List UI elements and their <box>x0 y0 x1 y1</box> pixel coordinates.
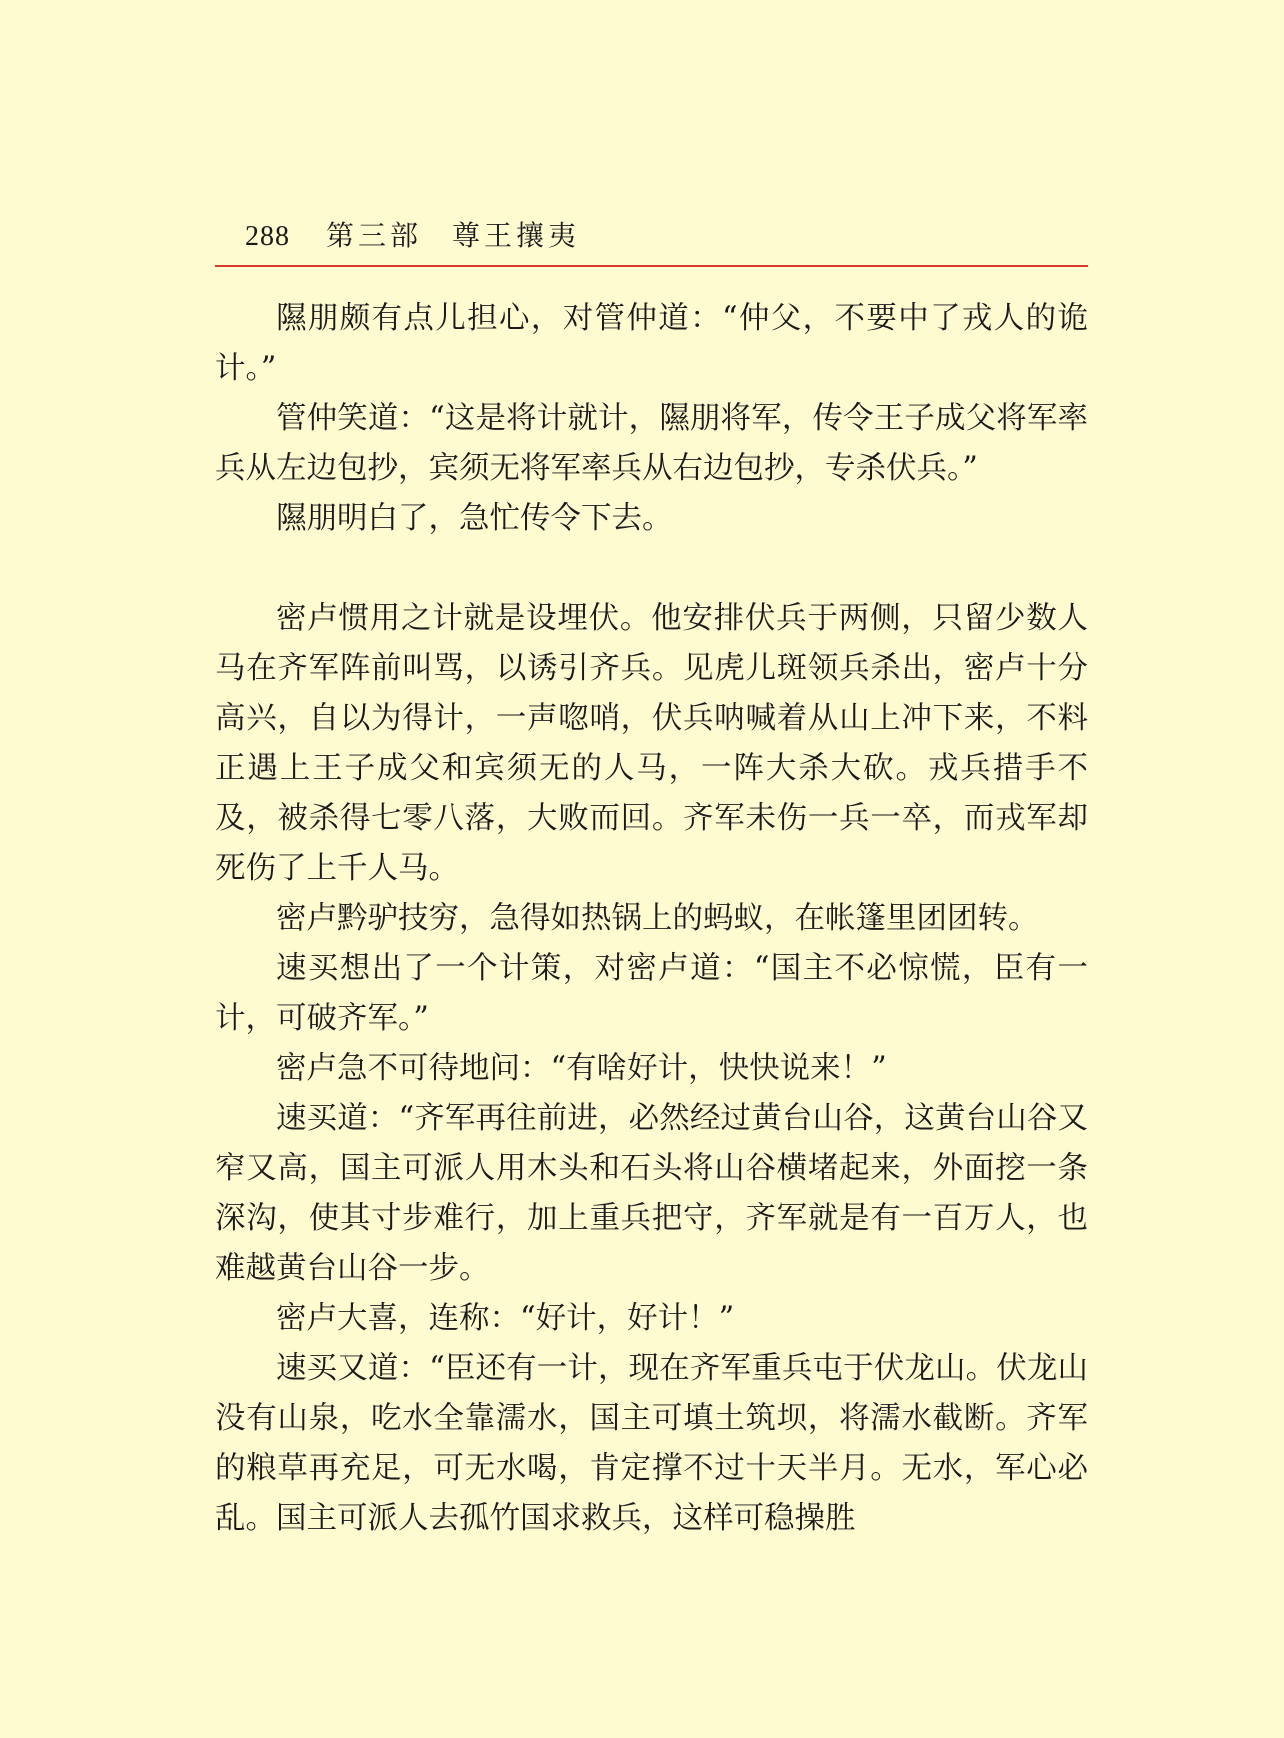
paragraph: 隰朋颇有点儿担心，对管仲道：“仲父，不要中了戎人的诡计。” <box>215 301 1088 386</box>
header-rule <box>215 265 1088 267</box>
part-label: 第三部 <box>326 219 423 252</box>
paragraph: 管仲笑道：“这是将计就计，隰朋将军，传令王子成父将军率兵从左边包抄，宾须无将军率兵从右边包抄，专杀伏兵。” <box>215 401 1088 486</box>
paragraph: 密卢大喜，连称：“好计，好计！” <box>276 1301 735 1336</box>
part-title: 尊王攘夷 <box>452 219 581 252</box>
paragraph: 密卢惯用之计就是设埋伏。他安排伏兵于两侧，只留少数人马在齐军阵前叫骂，以诱引齐兵。见虎儿斑领兵杀出，密卢十分高兴，自以为得计，一声唿哨，伏兵呐喊着从山上冲下来，不料正遇上王子成父和宾须无的人马，一阵大杀大砍。戎兵措手不及，被杀得七零八落，大败而回。齐军未伤一兵一卒，而戎军却死伤了上千人马。 <box>215 601 1088 886</box>
page-number: 288 <box>245 221 290 252</box>
paragraph: 密卢黔驴技穷，急得如热锅上的蚂蚁，在帐篷里团团转。 <box>276 901 1039 936</box>
book-page <box>215 0 1088 1738</box>
paragraph: 速买想出了一个计策，对密卢道：“国主不必惊慌，臣有一计，可破齐军。” <box>215 951 1088 1036</box>
paragraph: 速买又道：“臣还有一计，现在齐军重兵屯于伏龙山。伏龙山没有山泉，吃水全靠濡水，国主可填土筑坝，将濡水截断。齐军的粮草再充足，可无水喝，肯定撑不过十天半月。无水，军心必乱。国主可派人去孤竹国求救兵，这样可稳操胜 <box>215 1351 1088 1536</box>
paragraph: 隰朋明白了，急忙传令下去。 <box>276 501 673 536</box>
paragraph: 速买道：“齐军再往前进，必然经过黄台山谷，这黄台山谷又窄又高，国主可派人用木头和石头将山谷横堵起来，外面挖一条深沟，使其寸步难行，加上重兵把守，齐军就是有一百万人，也难越黄台山谷一步。 <box>215 1101 1088 1286</box>
body-text <box>215 294 1088 1544</box>
paragraph: 密卢急不可待地问：“有啥好计，快快说来！” <box>276 1051 887 1086</box>
running-head <box>215 218 1088 264</box>
